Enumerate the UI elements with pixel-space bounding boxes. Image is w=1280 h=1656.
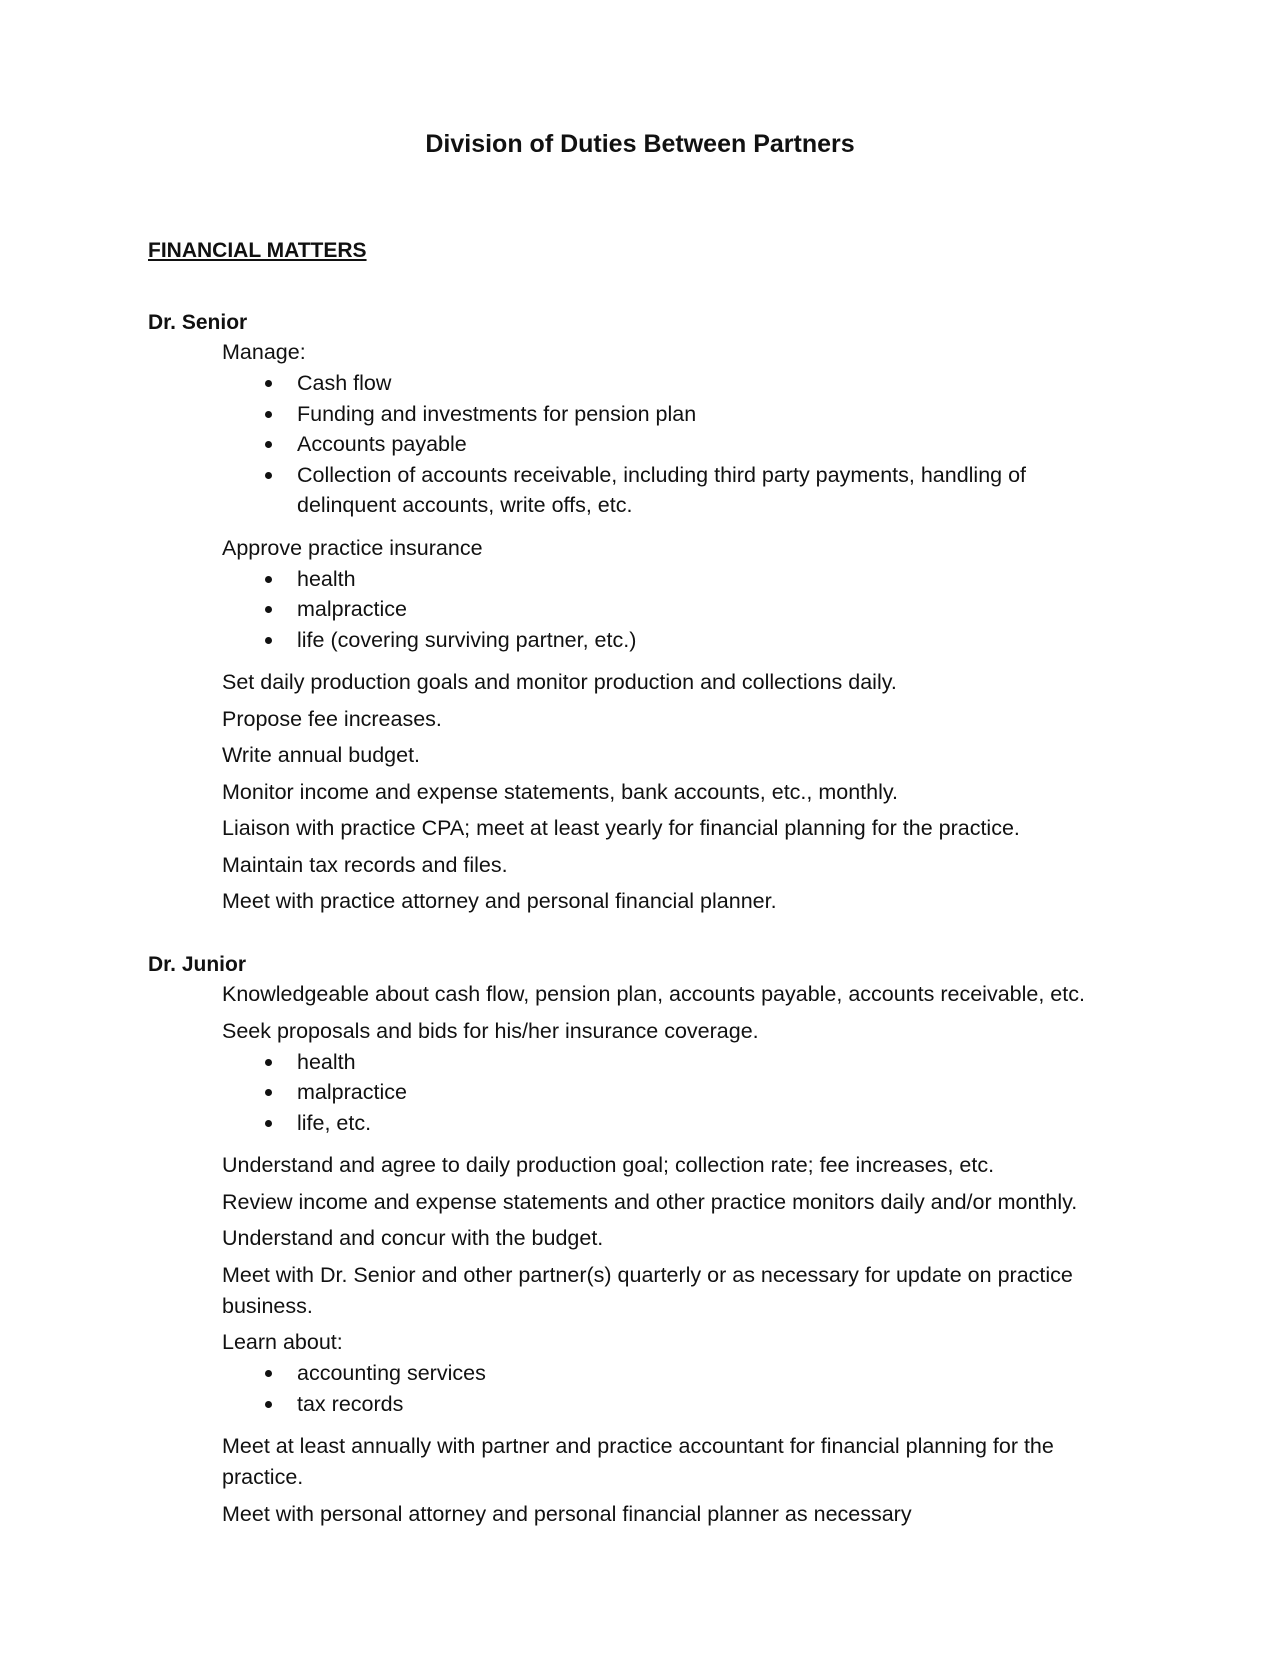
junior-duties	[222, 979, 1152, 1530]
duty-line: Set daily production goals and monitor production and collections daily.	[222, 670, 897, 694]
list-item: life, etc.	[222, 1108, 1152, 1139]
list-item: Accounts payable	[222, 429, 1152, 460]
list-item: Collection of accounts receivable, including third party payments, handling of	[222, 460, 1152, 491]
learn-label: Learn about:	[222, 1330, 343, 1354]
duty-line: Propose fee increases.	[222, 706, 442, 731]
duty-line-continuation: business.	[222, 1293, 313, 1318]
learn-list	[222, 1358, 1152, 1419]
bullet-icon	[265, 1120, 272, 1127]
manage-list	[222, 368, 1152, 521]
bullet-icon	[265, 576, 272, 583]
duty-line: Meet with Dr. Senior and other partner(s) quarterly or as necessary for update on practice	[222, 1262, 1073, 1287]
bullet-icon	[265, 380, 272, 387]
duty-line: Seek proposals and bids for his/her insurance coverage.	[222, 1018, 759, 1043]
duty-line: Meet with practice attorney and personal financial planner.	[222, 889, 777, 913]
manage-label: Manage:	[222, 340, 306, 364]
list-item: Cash flow	[222, 368, 1152, 399]
duty-line: Write annual budget.	[222, 743, 421, 767]
insurance-label: Approve practice insurance	[222, 535, 483, 560]
bullet-icon	[265, 606, 272, 613]
duty-line: Understand and agree to daily production goal; collection rate; fee increases, etc.	[222, 1153, 995, 1177]
list-item-continuation: delinquent accounts, write offs, etc.	[297, 493, 633, 517]
bullet-icon	[265, 1089, 272, 1096]
page-title: Division of Duties Between Partners	[425, 130, 855, 158]
duty-line: Knowledgeable about cash flow, pension plan, accounts payable, accounts receivable, etc.	[222, 982, 1085, 1006]
duty-line: Review income and expense statements and other practice monitors daily and/or monthly.	[222, 1189, 1078, 1214]
list-item: Funding and investments for pension plan	[222, 399, 1152, 430]
insurance-list	[222, 564, 1152, 656]
section-heading: FINANCIAL MATTERS	[148, 239, 367, 262]
duty-line: Meet at least annually with partner and practice accountant for financial planning for the	[222, 1434, 1054, 1458]
duty-line: Understand and concur with the budget.	[222, 1226, 604, 1250]
duty-line: Monitor income and expense statements, bank accounts, etc., monthly.	[222, 779, 899, 804]
senior-duties	[222, 337, 1152, 923]
bullet-icon	[265, 472, 272, 479]
bullet-icon	[265, 441, 272, 448]
bullet-icon	[265, 1370, 272, 1377]
bullet-icon	[265, 1401, 272, 1408]
list-item: health	[222, 564, 1152, 595]
list-item: health	[222, 1047, 1152, 1078]
bullet-icon	[265, 637, 272, 644]
junior-insurance-list	[222, 1047, 1152, 1139]
partner-heading-junior: Dr. Junior	[148, 953, 247, 976]
bullet-icon	[265, 1059, 272, 1066]
list-item: tax records	[222, 1389, 1152, 1420]
duty-line: Maintain tax records and files.	[222, 852, 508, 877]
duty-line-continuation: practice.	[222, 1465, 304, 1489]
partner-heading-senior: Dr. Senior	[148, 311, 248, 334]
list-item: malpractice	[222, 594, 1152, 625]
duty-line: Meet with personal attorney and personal financial planner as necessary	[222, 1501, 912, 1526]
duty-line: Liaison with practice CPA; meet at least yearly for financial planning for the practice.	[222, 816, 1020, 840]
list-item: life (covering surviving partner, etc.)	[222, 625, 1152, 656]
bullet-icon	[265, 411, 272, 418]
list-item: accounting services	[222, 1358, 1152, 1389]
list-item: malpractice	[222, 1077, 1152, 1108]
